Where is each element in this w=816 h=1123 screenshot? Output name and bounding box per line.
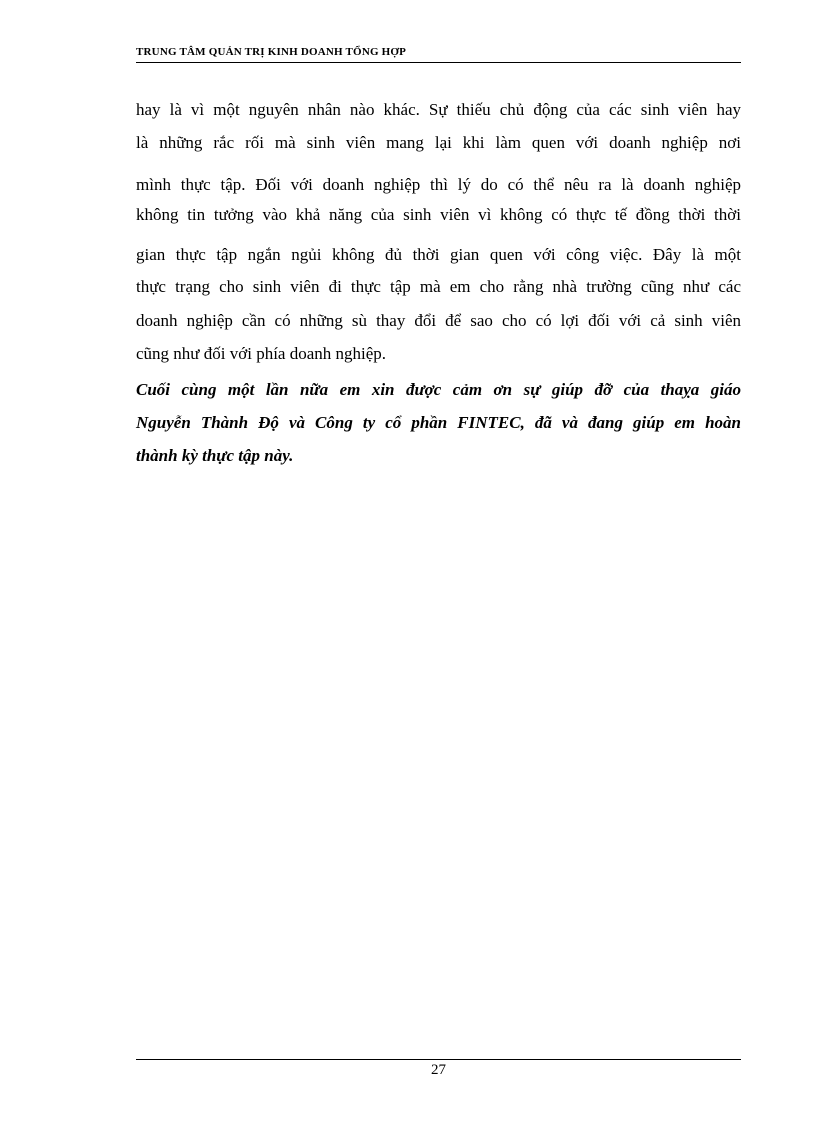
paragraph-line: doanh nghiệp cần có những sù thay đổi để sao cho có lợi đối với cả sinh viên <box>136 311 741 330</box>
paragraph-line: không tin tưởng vào khả năng của sinh viên vì không có thực tế đồng thời thời <box>136 205 741 224</box>
paragraph-line: hay là vì một nguyên nhân nào khác. Sự thiếu chủ động của các sinh viên hay <box>136 100 741 119</box>
paragraph-line: thực trạng cho sinh viên đi thực tập mà em cho rằng nhà trường cũng như các <box>136 277 741 296</box>
page-number: 27 <box>431 1062 446 1078</box>
page-header <box>136 44 741 63</box>
closing-line: Cuối cùng một lần nữa em xin được cảm ơn sự giúp đỡ của thaỵa giáo <box>136 380 741 399</box>
closing-line: Nguyễn Thành Độ và Công ty cổ phần FINTEC, đã và đang giúp em hoàn <box>136 413 741 432</box>
paragraph-line: là những rắc rối mà sinh viên mang lại khi làm quen với doanh nghiệp nơi <box>136 133 741 152</box>
header-title: TRUNG TÂM QUẢN TRỊ KINH DOANH TỔNG HỢP <box>136 46 407 58</box>
closing-line: thành kỳ thực tập này. <box>136 446 294 465</box>
footer-divider <box>136 1059 741 1060</box>
paragraph-line: mình thực tập. Đối với doanh nghiệp thì lý do có thể nêu ra là doanh nghiệp <box>136 175 741 194</box>
paragraph-line: cũng như đối với phía doanh nghiệp. <box>136 344 387 363</box>
paragraph-line: gian thực tập ngắn ngủi không đủ thời gian quen với công việc. Đây là một <box>136 245 741 264</box>
